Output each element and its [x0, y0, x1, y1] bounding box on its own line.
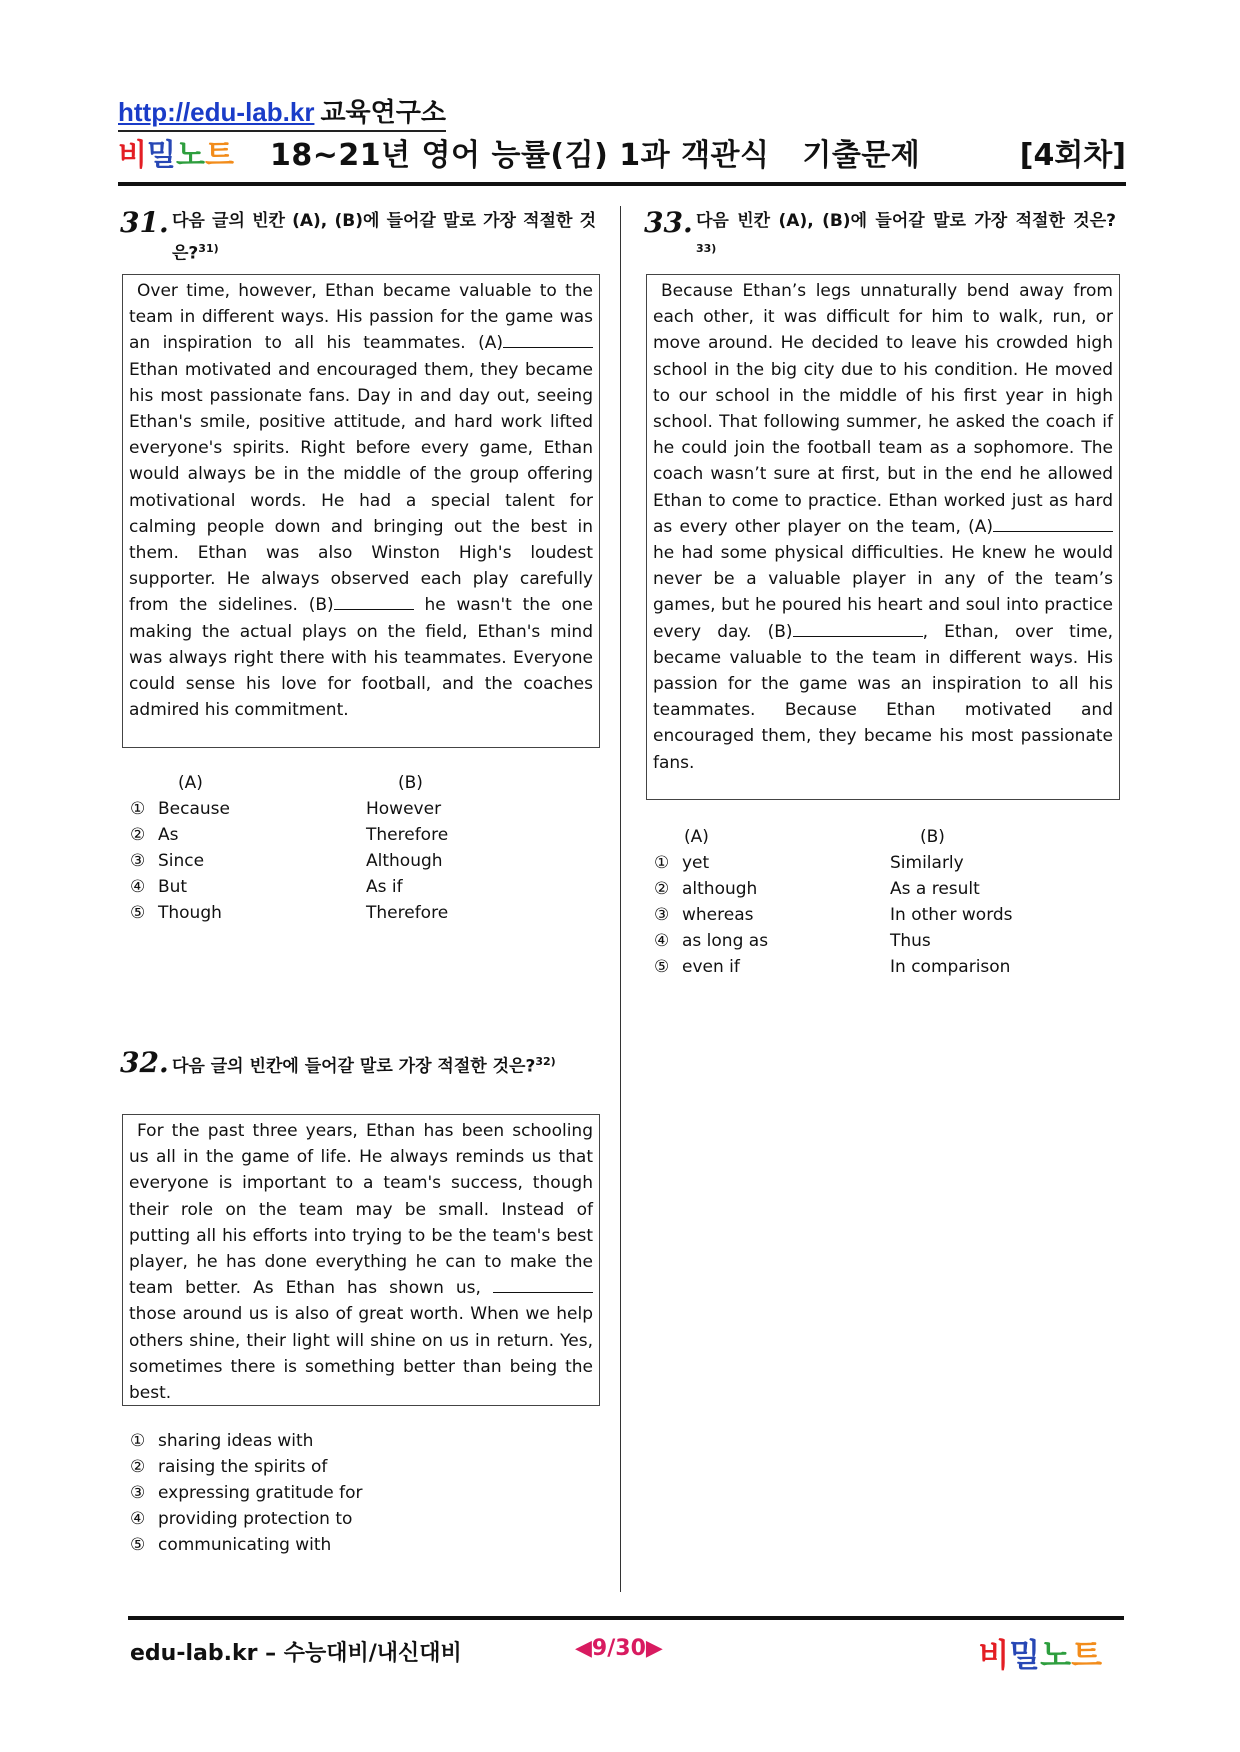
- choice-a: Though: [158, 903, 222, 923]
- passage-text: those around us is also of great worth. When we help others shine, their light will shine on us in return. Yes, sometimes there is something better than being the best.: [129, 1304, 593, 1404]
- choice-option[interactable]: [130, 1454, 600, 1480]
- choice-option[interactable]: [130, 1506, 600, 1532]
- choice-option[interactable]: [654, 876, 1120, 902]
- choice-b: In comparison: [890, 957, 1011, 977]
- choice-text: sharing ideas with: [158, 1431, 314, 1451]
- choice-option[interactable]: [654, 954, 1120, 980]
- choice-a: But: [158, 877, 188, 897]
- choice-a: Since: [158, 851, 205, 871]
- choice-text: raising the spirits of: [158, 1457, 328, 1477]
- choice-b: Thus: [890, 931, 931, 951]
- choice-number: ③: [130, 1483, 146, 1503]
- choice-header-a: (A): [178, 773, 203, 793]
- institute-name: 교육연구소: [320, 97, 447, 127]
- answer-blank: [503, 331, 593, 348]
- question-number: 32.: [120, 1046, 169, 1079]
- choice-number: ②: [654, 879, 670, 899]
- page-number: ◀9/30▶: [575, 1636, 663, 1661]
- brand-char: 밀: [146, 138, 176, 173]
- passage-box: [122, 274, 600, 748]
- choice-text: providing protection to: [158, 1509, 353, 1529]
- brand-char: 트: [204, 138, 234, 173]
- choice-option[interactable]: [130, 1428, 600, 1454]
- passage-text: For the past three years, Ethan has been schooling us all in the game of life. He always reminds us that everyone is important to a team's success, though their role on the team may be small. Instead of putting all his efforts into trying to be the team's best player, he has done everything he can to make the team better. As Ethan has shown us,: [129, 1121, 593, 1299]
- brand-char: 트: [1071, 1636, 1102, 1674]
- choice-number: ⑤: [130, 903, 146, 923]
- choice-header-b: (B): [920, 827, 945, 847]
- choice-a: as long as: [682, 931, 769, 951]
- choice-b: However: [366, 799, 442, 819]
- answer-blank: [993, 515, 1113, 532]
- choice-number: ②: [130, 1457, 146, 1477]
- choice-b: In other words: [890, 905, 1013, 925]
- question-prompt: 다음 글의 빈칸 (A), (B)에 들어갈 말로 가장 적절한 것은?$^{31)}$: [172, 211, 596, 264]
- choice-number: ③: [654, 905, 670, 925]
- brand-char: 비: [978, 1636, 1010, 1674]
- choice-number: ②: [130, 825, 146, 845]
- choice-a: yet: [682, 853, 710, 873]
- choice-b: Similarly: [890, 853, 964, 873]
- passage-text: Over time, however, Ethan became valuable to the team in different ways. His passion for the game was an inspiration to all his teammates. (A): [129, 281, 593, 354]
- header-divider: [118, 182, 1126, 186]
- choice-header-b: (B): [398, 773, 423, 793]
- choice-header: [130, 770, 600, 796]
- choice-text: communicating with: [158, 1535, 332, 1555]
- choice-a: Because: [158, 799, 230, 819]
- choice-text: expressing gratitude for: [158, 1483, 363, 1503]
- choice-option[interactable]: [654, 902, 1120, 928]
- choice-number: ④: [130, 1509, 146, 1529]
- choice-number: ①: [654, 853, 670, 873]
- choice-b: As if: [366, 877, 403, 897]
- choice-b: Although: [366, 851, 443, 871]
- answer-choices: [654, 824, 1120, 980]
- choice-option[interactable]: [654, 850, 1120, 876]
- passage-box: [646, 274, 1120, 800]
- round-label: [4회차]: [1019, 138, 1126, 173]
- choice-option[interactable]: [130, 796, 600, 822]
- choice-a: As: [158, 825, 179, 845]
- choice-header-a: (A): [684, 827, 709, 847]
- choice-a: whereas: [682, 905, 754, 925]
- choice-option[interactable]: [130, 900, 600, 926]
- question-number: 33.: [644, 206, 693, 239]
- question-prompt: 다음 글의 빈칸에 들어갈 말로 가장 적절한 것은?$^{32)}$: [172, 1055, 556, 1077]
- choice-number: ①: [130, 799, 146, 819]
- passage-text: he had some physical difficulties. He knew he would never be a valuable player in any of the team’s games, but he poured his heart and soul into practice every day. (B): [653, 543, 1113, 642]
- brand-logo: [118, 130, 234, 174]
- brand-char: 밀: [1009, 1636, 1041, 1674]
- question-prompt: 다음 빈칸 (A), (B)에 들어갈 말로 가장 적절한 것은?$^{33)}$: [696, 211, 1116, 255]
- choice-number: ⑤: [130, 1535, 146, 1555]
- footer-site: edu-lab.kr – 수능대비/내신대비: [130, 1641, 462, 1666]
- choice-option[interactable]: [130, 1532, 600, 1558]
- answer-blank: [493, 1276, 593, 1293]
- passage-text: Ethan motivated and encouraged them, they became his most passionate fans. Day in and day out, seeing Ethan's smile, positive attitude, and hard work lifted everyone's spirits. Right before every game, Ethan would always be in the middle of the group offering motivational words. He had a special talent for calming people down and bringing out the best in them. Ethan was also Winston High's loudest supporter. He always observed each play carefully from the sidelines. (B): [129, 359, 593, 616]
- choice-b: As a result: [890, 879, 980, 899]
- brand-char: 노: [1040, 1636, 1072, 1674]
- page-title-bar: [118, 130, 1126, 176]
- choice-option[interactable]: [654, 928, 1120, 954]
- choice-option[interactable]: [130, 874, 600, 900]
- site-link[interactable]: http://edu-lab.kr: [118, 97, 315, 127]
- choice-option[interactable]: [130, 822, 600, 848]
- choice-number: ④: [654, 931, 670, 951]
- page-title: 18~21년 영어 능률(김) 1과 객관식 기출문제: [270, 138, 921, 173]
- brand-char: 비: [118, 138, 147, 173]
- choice-number: ⑤: [654, 957, 670, 977]
- question-number: 31.: [120, 206, 169, 239]
- passage-text: he wasn't the one making the actual plays on the field, Ethan's mind was always right there with his teammates. Everyone could sense his love for football, and the coaches admired his commitment.: [129, 595, 593, 721]
- choice-b: Therefore: [366, 903, 449, 923]
- column-divider: [620, 206, 621, 1592]
- choice-number: ③: [130, 851, 146, 871]
- passage-text: Because Ethan’s legs unnaturally bend away from each other, it was difficult for him to walk, run, or move around. He decided to leave his crowded high school in the big city due to his condition. He moved to our school in the middle of his first year in high school. That following summer, he asked the coach if he could join the football team as a sophomore. The coach wasn’t sure at first, but in the end he allowed Ethan to come to practice. Ethan worked just as hard as every other player on the team, (A): [653, 281, 1113, 537]
- footer-brand-logo: [978, 1630, 1102, 1676]
- brand-char: 노: [175, 138, 205, 173]
- choice-number: ④: [130, 877, 146, 897]
- passage-text: , Ethan, over time, became valuable to the team in different ways. His passion for the game was an inspiration to all his teammates. Because Ethan motivated and encouraged them, they became his most passionate fans.: [653, 621, 1113, 773]
- choice-number: ①: [130, 1431, 146, 1451]
- choice-header: [654, 824, 1120, 850]
- passage-box: [122, 1114, 600, 1406]
- choice-option[interactable]: [130, 1480, 600, 1506]
- answer-choices: [130, 770, 600, 926]
- answer-blank: [793, 620, 923, 637]
- choice-option[interactable]: [130, 848, 600, 874]
- answer-blank: [334, 593, 414, 610]
- footer-divider: [128, 1616, 1124, 1620]
- choice-a: even if: [682, 957, 740, 977]
- answer-choices: [130, 1428, 600, 1558]
- choice-b: Therefore: [366, 825, 449, 845]
- header-url-line: [118, 92, 446, 132]
- choice-a: although: [682, 879, 758, 899]
